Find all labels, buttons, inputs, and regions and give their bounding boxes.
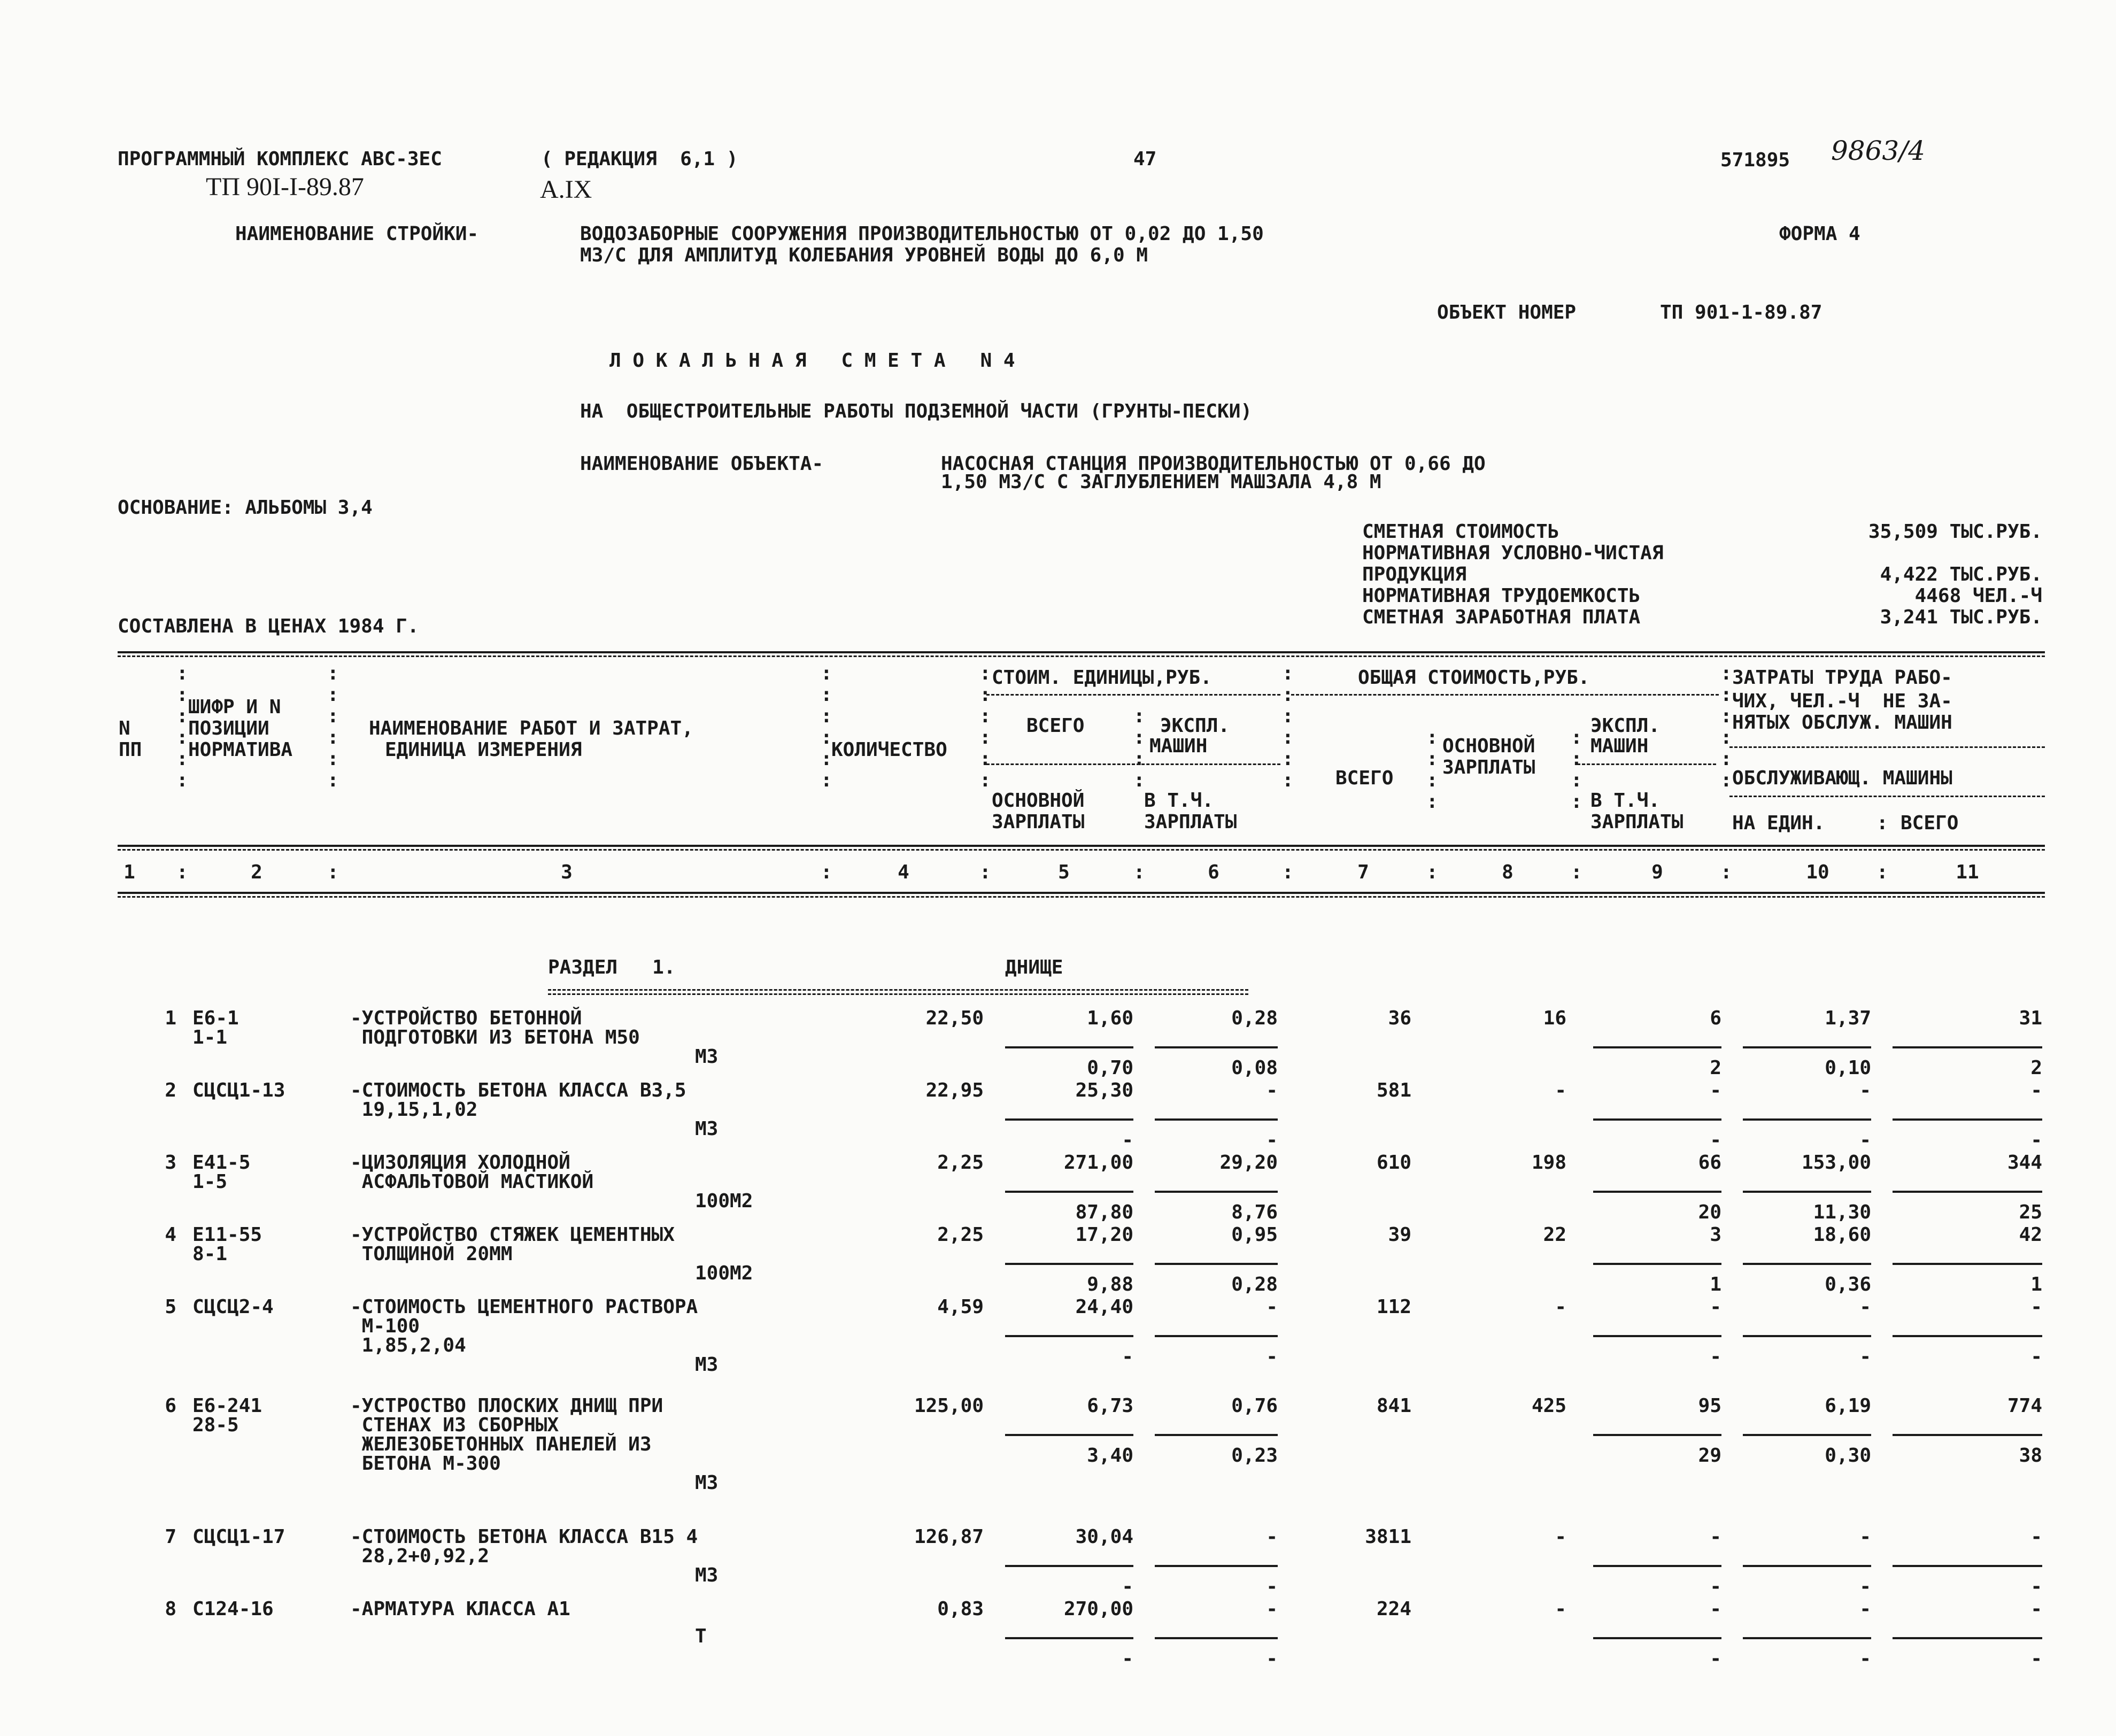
row-expl-salary: 29 — [1698, 1445, 1721, 1467]
section-title: ДНИЩЕ — [1005, 956, 1063, 978]
row-base-salary: - — [1555, 1598, 1566, 1620]
row-labor-total: 31 — [2019, 1007, 2042, 1029]
row-code: СЦСЦ1-13 — [192, 1079, 285, 1101]
row-unit-expl: 0,28 — [1231, 1007, 1278, 1029]
row-expl-total: 6 — [1710, 1007, 1721, 1029]
row-unit: Т — [695, 1625, 707, 1647]
row-labor-service-per-unit: - — [1859, 1129, 1871, 1151]
column-number: 5 — [1058, 861, 1070, 883]
construction-label: НАИМЕНОВАНИЕ СТРОЙКИ- — [235, 223, 479, 245]
row-base-salary: 425 — [1531, 1395, 1566, 1417]
row-labor-per-unit: 6,19 — [1825, 1395, 1871, 1417]
row-total: 112 — [1376, 1296, 1411, 1318]
value-underline — [1005, 1434, 1133, 1436]
row-labor-service-total: 1 — [2030, 1274, 2042, 1295]
row-unit: М3 — [695, 1118, 719, 1140]
value-underline — [1593, 1046, 1721, 1048]
section-label: РАЗДЕЛ 1. — [548, 956, 676, 978]
col-incl-salary: ЗАРПЛАТЫ — [1144, 811, 1237, 833]
section-underline — [548, 993, 1248, 995]
col-overall-incl: В Т.Ч. — [1590, 790, 1661, 812]
value-underline — [1743, 1191, 1871, 1193]
row-labor-total: - — [2030, 1296, 2042, 1318]
header-rule — [1577, 763, 1716, 765]
summary-value: 4,422 ТЫС.РУБ. — [1880, 564, 2042, 585]
col-cipher: НОРМАТИВА — [188, 739, 293, 761]
row-unit-expl: 0,76 — [1231, 1395, 1278, 1417]
value-underline — [1155, 1434, 1278, 1436]
row-labor-service-total: 38 — [2019, 1445, 2042, 1467]
column-separator: : : : : : : — [821, 662, 832, 791]
column-separator: : : : : : : — [1720, 662, 1732, 791]
col-quantity: КОЛИЧЕСТВО — [831, 739, 947, 761]
row-labor-service-total: - — [2030, 1346, 2042, 1368]
column-separator: : : : : — [1426, 727, 1438, 813]
header-rule — [986, 694, 1280, 696]
row-unit-salary: 87,80 — [1075, 1201, 1133, 1223]
row-code: 8-1 — [192, 1243, 228, 1265]
row-unit-salary: - — [1122, 1648, 1133, 1670]
basis: ОСНОВАНИЕ: АЛЬБОМЫ 3,4 — [118, 497, 373, 519]
row-unit-expl: 0,95 — [1231, 1224, 1278, 1246]
handwritten-number: 9863/4 — [1831, 135, 1925, 166]
row-total: 36 — [1388, 1007, 1411, 1029]
row-labor-service-per-unit: - — [1859, 1346, 1871, 1368]
col-labor: ЧИХ, ЧЕЛ.-Ч НЕ ЗА- — [1732, 690, 1952, 712]
value-underline — [1593, 1637, 1721, 1639]
row-base-salary: 22 — [1543, 1224, 1566, 1246]
row-unit-total: 24,40 — [1075, 1296, 1133, 1318]
row-unit-salary: 9,88 — [1087, 1274, 1133, 1295]
value-underline — [1743, 1118, 1871, 1121]
row-description: -АРМАТУРА КЛАССА А1 — [350, 1598, 570, 1620]
row-total: 581 — [1376, 1079, 1411, 1101]
column-number: 8 — [1502, 861, 1513, 883]
row-unit-expl: - — [1266, 1598, 1278, 1620]
row-labor-service-per-unit: 11,30 — [1813, 1201, 1871, 1223]
column-separator: : — [327, 861, 339, 883]
row-unit-salary: - — [1122, 1346, 1133, 1368]
row-unit-salary: - — [1122, 1129, 1133, 1151]
col-base-salary: ЗАРПЛАТЫ — [992, 811, 1085, 833]
row-description: ЖЕЛЕЗОБЕТОННЫХ ПАНЕЛЕЙ ИЗ — [350, 1433, 652, 1455]
row-code: Е6-1 — [192, 1007, 239, 1029]
column-separator: : — [1133, 861, 1145, 883]
row-labor-service-total: - — [2030, 1648, 2042, 1670]
column-separator: : — [1876, 812, 1888, 834]
row-description: -СТОИМОСТЬ БЕТОНА КЛАССА В15 4 — [350, 1526, 698, 1548]
row-labor-service-total: - — [2030, 1129, 2042, 1151]
row-description: -ЦИЗОЛЯЦИЯ ХОЛОДНОЙ — [350, 1152, 570, 1174]
col-overall: ОБЩАЯ СТОИМОСТЬ,РУБ. — [1358, 667, 1590, 689]
row-quantity: 2,25 — [937, 1152, 984, 1174]
row-expl-salary: 20 — [1698, 1201, 1721, 1223]
value-underline — [1893, 1046, 2042, 1048]
col-labor: НЯТЫХ ОБСЛУЖ. МАШИН — [1732, 712, 1952, 734]
row-unit: М3 — [695, 1564, 719, 1586]
row-labor-per-unit: 153,00 — [1801, 1152, 1871, 1174]
value-underline — [1155, 1118, 1278, 1121]
row-expl-total: - — [1710, 1526, 1721, 1548]
row-unit: М3 — [695, 1046, 719, 1068]
row-unit-expl-salary: 0,28 — [1231, 1274, 1278, 1295]
row-expl-salary: - — [1710, 1648, 1721, 1670]
value-underline — [1155, 1335, 1278, 1337]
value-underline — [1593, 1118, 1721, 1121]
row-description: -СТОИМОСТЬ БЕТОНА КЛАССА В3,5 — [350, 1079, 686, 1101]
estimate-subtitle: НА ОБЩЕСТРОИТЕЛЬНЫЕ РАБОТЫ ПОДЗЕМНОЙ ЧАСТИ (ГРУНТЫ-ПЕСКИ) — [580, 400, 1253, 422]
col-pp: ПП — [119, 739, 142, 761]
row-expl-total: - — [1710, 1079, 1721, 1101]
row-number: 3 — [165, 1152, 176, 1174]
row-code: С124-16 — [192, 1598, 274, 1620]
estimate-title: Л О К А Л Ь Н А Я С М Е Т А N 4 — [609, 350, 1015, 372]
object-number: ТП 901-1-89.87 — [1660, 302, 1822, 323]
col-labor-total: ВСЕГО — [1901, 812, 1959, 834]
value-underline — [1743, 1434, 1871, 1436]
row-description: БЕТОНА М-300 — [350, 1453, 501, 1475]
column-number: 1 — [123, 861, 135, 883]
row-labor-per-unit: - — [1859, 1598, 1871, 1620]
col-overall-total: ВСЕГО — [1335, 767, 1394, 789]
row-unit-expl: - — [1266, 1526, 1278, 1548]
row-description: -УСТРОСТВО ПЛОСКИХ ДНИЩ ПРИ — [350, 1395, 663, 1417]
row-expl-salary: - — [1710, 1346, 1721, 1368]
row-total: 224 — [1376, 1598, 1411, 1620]
row-base-salary: - — [1555, 1079, 1566, 1101]
row-expl-salary: - — [1710, 1129, 1721, 1151]
row-unit-salary: 0,70 — [1087, 1057, 1133, 1079]
row-base-salary: - — [1555, 1296, 1566, 1318]
row-expl-total: - — [1710, 1296, 1721, 1318]
col-overall-incl: ЗАРПЛАТЫ — [1590, 811, 1683, 833]
form-label: ФОРМА 4 — [1779, 223, 1860, 245]
row-labor-total: 774 — [2007, 1395, 2042, 1417]
row-quantity: 22,50 — [925, 1007, 984, 1029]
value-underline — [1593, 1335, 1721, 1337]
column-number: 10 — [1806, 861, 1829, 883]
row-expl-total: 95 — [1698, 1395, 1721, 1417]
column-numbers-rule — [118, 896, 2045, 898]
row-labor-service-per-unit: 0,10 — [1825, 1057, 1871, 1079]
doc-code: 571895 — [1720, 149, 1790, 171]
column-number: 3 — [561, 861, 573, 883]
row-description: 19,15,1,02 — [350, 1099, 478, 1121]
value-underline — [1593, 1263, 1721, 1265]
row-number: 2 — [165, 1079, 176, 1101]
value-underline — [1005, 1263, 1133, 1265]
row-unit-total: 6,73 — [1087, 1395, 1133, 1417]
row-total: 841 — [1376, 1395, 1411, 1417]
row-labor-total: - — [2030, 1598, 2042, 1620]
column-separator: : : : : : : — [176, 662, 188, 791]
summary-label: СМЕТНАЯ ЗАРАБОТНАЯ ПЛАТА — [1362, 606, 1641, 628]
column-separator: : : : : : : — [979, 662, 991, 791]
row-description: ТОЛЩИНОЙ 20ММ — [350, 1243, 513, 1265]
col-overall-expl: ЭКСПЛ. — [1590, 715, 1661, 737]
row-unit-total: 25,30 — [1075, 1079, 1133, 1101]
row-unit: М3 — [695, 1472, 719, 1494]
row-number: 7 — [165, 1526, 176, 1548]
header-rule — [986, 763, 1280, 765]
row-unit-expl: 29,20 — [1219, 1152, 1278, 1174]
row-labor-per-unit: - — [1859, 1079, 1871, 1101]
header-rule — [1291, 694, 1719, 696]
row-quantity: 0,83 — [937, 1598, 984, 1620]
row-unit-expl-salary: - — [1266, 1576, 1278, 1598]
row-labor-service-total: - — [2030, 1576, 2042, 1598]
row-unit-expl: - — [1266, 1079, 1278, 1101]
col-overall-base: ОСНОВНОЙ — [1442, 735, 1535, 757]
col-n: N — [119, 717, 130, 739]
row-code: СЦСЦ2-4 — [192, 1296, 274, 1318]
row-labor-service-total: 25 — [2019, 1201, 2042, 1223]
row-quantity: 22,95 — [925, 1079, 984, 1101]
row-base-salary: 198 — [1531, 1152, 1566, 1174]
value-underline — [1743, 1637, 1871, 1639]
row-unit: 100М2 — [695, 1262, 753, 1284]
column-separator: : : : : : : — [327, 662, 339, 791]
col-labor: ЗАТРАТЫ ТРУДА РАБО- — [1732, 667, 1952, 689]
object-line2: 1,50 М3/С С ЗАГЛУБЛЕНИЕМ МАШЗАЛА 4,8 М — [941, 471, 1381, 493]
col-name: ЕДИНИЦА ИЗМЕРЕНИЯ — [385, 739, 582, 761]
column-separator: : — [1282, 861, 1294, 883]
row-unit-total: 1,60 — [1087, 1007, 1133, 1029]
column-separator: : — [821, 861, 832, 883]
col-incl-salary: В Т.Ч. — [1144, 790, 1214, 812]
col-labor-per-unit: НА ЕДИН. — [1732, 812, 1825, 834]
value-underline — [1743, 1263, 1871, 1265]
value-underline — [1893, 1335, 2042, 1337]
row-quantity: 126,87 — [914, 1526, 984, 1548]
edition: ( РЕДАКЦИЯ 6,1 ) — [541, 148, 738, 170]
row-expl-total: 66 — [1698, 1152, 1721, 1174]
value-underline — [1593, 1565, 1721, 1567]
value-underline — [1005, 1118, 1133, 1121]
column-separator: : — [979, 861, 991, 883]
page-number: 47 — [1133, 148, 1157, 170]
row-number: 5 — [165, 1296, 176, 1318]
value-underline — [1743, 1046, 1871, 1048]
row-labor-per-unit: - — [1859, 1526, 1871, 1548]
column-number: 2 — [251, 861, 262, 883]
construction-line1: ВОДОЗАБОРНЫЕ СООРУЖЕНИЯ ПРОИЗВОДИТЕЛЬНОСТЬЮ ОТ 0,02 ДО 1,50 — [580, 223, 1264, 245]
row-unit-salary: - — [1122, 1576, 1133, 1598]
row-unit-expl-salary: - — [1266, 1346, 1278, 1368]
row-unit-expl-salary: - — [1266, 1648, 1278, 1670]
row-labor-service-per-unit: - — [1859, 1576, 1871, 1598]
column-separator: : — [1571, 861, 1582, 883]
value-underline — [1743, 1565, 1871, 1567]
row-unit-expl: - — [1266, 1296, 1278, 1318]
row-quantity: 125,00 — [914, 1395, 984, 1417]
value-underline — [1005, 1565, 1133, 1567]
value-underline — [1893, 1434, 2042, 1436]
row-description: ПОДГОТОВКИ ИЗ БЕТОНА М50 — [350, 1027, 640, 1048]
column-separator: : : : : — [1571, 727, 1582, 813]
value-underline — [1893, 1565, 2042, 1567]
row-base-salary: - — [1555, 1526, 1566, 1548]
row-labor-per-unit: 1,37 — [1825, 1007, 1871, 1029]
row-labor-total: - — [2030, 1526, 2042, 1548]
col-overall-base: ЗАРПЛАТЫ — [1442, 757, 1535, 778]
column-separator: : — [176, 861, 188, 883]
col-unit-cost: СТОИМ. ЕДИНИЦЫ,РУБ. — [992, 667, 1212, 689]
prices-note: СОСТАВЛЕНА В ЦЕНАХ 1984 Г. — [118, 615, 419, 637]
row-number: 6 — [165, 1395, 176, 1417]
summary-value: 35,509 ТЫС.РУБ. — [1868, 521, 2042, 543]
row-labor-service-total: 2 — [2030, 1057, 2042, 1079]
summary-label: ПРОДУКЦИЯ — [1362, 564, 1467, 585]
value-underline — [1005, 1335, 1133, 1337]
row-description: М-100 — [350, 1315, 420, 1337]
row-total: 39 — [1388, 1224, 1411, 1246]
column-number: 9 — [1651, 861, 1663, 883]
header-bottom-rule — [118, 849, 2045, 851]
col-labor-service: ОБСЛУЖИВАЮЩ. МАШИНЫ — [1732, 767, 1952, 789]
value-underline — [1005, 1637, 1133, 1639]
row-number: 1 — [165, 1007, 176, 1029]
row-base-salary: 16 — [1543, 1007, 1566, 1029]
row-code: Е41-5 — [192, 1152, 251, 1174]
object-label: НАИМЕНОВАНИЕ ОБЪЕКТА- — [580, 453, 824, 475]
header-rule — [1729, 796, 2045, 797]
row-description: 1,85,2,04 — [350, 1334, 466, 1356]
row-description: СТЕНАХ ИЗ СБОРНЫХ — [350, 1414, 559, 1436]
row-expl-salary: - — [1710, 1576, 1721, 1598]
row-expl-total: - — [1710, 1598, 1721, 1620]
summary-value: 4468 ЧЕЛ.-Ч — [1914, 585, 2042, 607]
row-code: Е6-241 — [192, 1395, 262, 1417]
column-numbers-rule — [118, 892, 2045, 894]
value-underline — [1005, 1191, 1133, 1193]
row-labor-per-unit: - — [1859, 1296, 1871, 1318]
value-underline — [1155, 1565, 1278, 1567]
row-description: -СТОИМОСТЬ ЦЕМЕНТНОГО РАСТВОРА — [350, 1296, 698, 1318]
program-name: ПРОГРАММНЫЙ КОМПЛЕКС АВС-3ЕС — [118, 148, 442, 170]
row-code: 1-5 — [192, 1171, 228, 1193]
column-separator: : — [1876, 861, 1888, 883]
section-underline — [548, 989, 1248, 991]
row-labor-total: 42 — [2019, 1224, 2042, 1246]
row-description: -УСТРОЙСТВО СТЯЖЕК ЦЕМЕНТНЫХ — [350, 1224, 675, 1246]
row-unit-salary: 3,40 — [1087, 1445, 1133, 1467]
column-number: 6 — [1208, 861, 1219, 883]
row-labor-service-per-unit: 0,36 — [1825, 1274, 1871, 1295]
row-description: 28,2+0,92,2 — [350, 1545, 490, 1567]
value-underline — [1593, 1191, 1721, 1193]
value-underline — [1893, 1263, 2042, 1265]
row-number: 8 — [165, 1598, 176, 1620]
column-separator: : — [1426, 861, 1438, 883]
table-top-rule — [118, 655, 2045, 657]
column-separator: : : : : : : — [1282, 662, 1294, 791]
row-labor-service-per-unit: - — [1859, 1648, 1871, 1670]
value-underline — [1155, 1191, 1278, 1193]
row-expl-total: 3 — [1710, 1224, 1721, 1246]
value-underline — [1893, 1191, 2042, 1193]
construction-line2: М3/С ДЛЯ АМПЛИТУД КОЛЕБАНИЯ УРОВНЕЙ ВОДЫ ДО 6,0 М — [580, 244, 1148, 266]
row-unit-expl-salary: 8,76 — [1231, 1201, 1278, 1223]
summary-label: НОРМАТИВНАЯ УСЛОВНО-ЧИСТАЯ — [1362, 542, 1664, 564]
col-unit-total: ВСЕГО — [1026, 715, 1085, 737]
row-labor-total: - — [2030, 1079, 2042, 1101]
value-underline — [1005, 1046, 1133, 1048]
column-number: 11 — [1956, 861, 1979, 883]
row-unit-total: 271,00 — [1063, 1152, 1133, 1174]
row-quantity: 2,25 — [937, 1224, 984, 1246]
row-unit-expl-salary: - — [1266, 1129, 1278, 1151]
object-line1: НАСОСНАЯ СТАНЦИЯ ПРОИЗВОДИТЕЛЬНОСТЬЮ ОТ 0,66 ДО — [941, 453, 1486, 475]
summary-label: НОРМАТИВНАЯ ТРУДОЕМКОСТЬ — [1362, 585, 1641, 607]
row-code: 28-5 — [192, 1414, 239, 1436]
row-total: 610 — [1376, 1152, 1411, 1174]
table-top-rule — [118, 651, 2045, 653]
column-separator: : : : : — [1133, 705, 1145, 791]
col-base-salary: ОСНОВНОЙ — [992, 790, 1085, 812]
col-overall-expl: МАШИН — [1590, 735, 1649, 757]
row-expl-salary: 1 — [1710, 1274, 1721, 1295]
row-number: 4 — [165, 1224, 176, 1246]
summary-label: СМЕТНАЯ СТОИМОСТЬ — [1362, 521, 1559, 543]
row-code: СЦСЦ1-17 — [192, 1526, 285, 1548]
value-underline — [1593, 1434, 1721, 1436]
row-labor-per-unit: 18,60 — [1813, 1224, 1871, 1246]
row-unit-expl-salary: 0,08 — [1231, 1057, 1278, 1079]
row-unit: 100М2 — [695, 1190, 753, 1212]
object-number-label: ОБЪЕКТ НОМЕР — [1437, 302, 1577, 323]
row-description: -УСТРОЙСТВО БЕТОННОЙ — [350, 1007, 582, 1029]
col-unit-expl: ЭКСПЛ. — [1160, 715, 1230, 737]
value-underline — [1893, 1118, 2042, 1121]
row-unit: М3 — [695, 1354, 719, 1376]
col-unit-expl: МАШИН — [1149, 735, 1208, 757]
column-number: 7 — [1357, 861, 1369, 883]
summary-value: 3,241 ТЫС.РУБ. — [1880, 606, 2042, 628]
row-unit-total: 270,00 — [1063, 1598, 1133, 1620]
value-underline — [1155, 1046, 1278, 1048]
row-total: 3811 — [1365, 1526, 1411, 1548]
row-labor-service-per-unit: 0,30 — [1825, 1445, 1871, 1467]
row-unit-total: 30,04 — [1075, 1526, 1133, 1548]
tp-code: ТП 90I-I-89.87 — [206, 173, 364, 201]
col-name: НАИМЕНОВАНИЕ РАБОТ И ЗАТРАТ, — [369, 717, 693, 739]
header-bottom-rule — [118, 845, 2045, 847]
row-unit-total: 17,20 — [1075, 1224, 1133, 1246]
row-description: АСФАЛЬТОВОЙ МАСТИКОЙ — [350, 1171, 594, 1193]
row-code: Е11-55 — [192, 1224, 262, 1246]
column-separator: : — [1720, 861, 1732, 883]
row-code: 1-1 — [192, 1027, 228, 1048]
row-expl-salary: 2 — [1710, 1057, 1721, 1079]
col-cipher: ПОЗИЦИИ — [188, 717, 269, 739]
row-quantity: 4,59 — [937, 1296, 984, 1318]
value-underline — [1155, 1263, 1278, 1265]
album-code: А.IX — [540, 175, 592, 204]
row-unit-expl-salary: 0,23 — [1231, 1445, 1278, 1467]
value-underline — [1893, 1637, 2042, 1639]
value-underline — [1743, 1335, 1871, 1337]
row-labor-total: 344 — [2007, 1152, 2042, 1174]
header-rule — [1729, 746, 2045, 748]
col-cipher: ШИФР И N — [188, 696, 281, 718]
value-underline — [1155, 1637, 1278, 1639]
column-number: 4 — [898, 861, 909, 883]
